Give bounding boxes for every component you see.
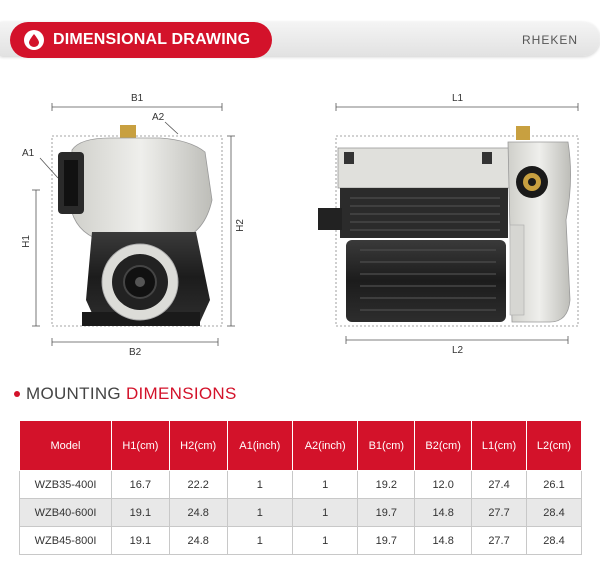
- table-cell: 1: [292, 471, 357, 499]
- table-cell: WZB35-400I: [20, 471, 112, 499]
- table-cell: 28.4: [526, 527, 581, 555]
- table-cell: 27.4: [472, 471, 527, 499]
- label-b1: B1: [131, 93, 144, 104]
- column-header: L1(cm): [472, 421, 527, 471]
- mounting-dimensions-title: [14, 384, 237, 404]
- column-header: L2(cm): [526, 421, 581, 471]
- column-header: B1(cm): [358, 421, 415, 471]
- column-header: H2(cm): [169, 421, 227, 471]
- table-cell: 19.2: [358, 471, 415, 499]
- page-title: DIMENSIONAL DRAWING: [53, 31, 251, 48]
- table-cell: 26.1: [526, 471, 581, 499]
- mounting-title-part1: MOUNTING: [26, 384, 121, 403]
- table-cell: 19.7: [358, 527, 415, 555]
- table-header-row: [20, 421, 582, 471]
- table-cell: 27.7: [472, 527, 527, 555]
- label-h2: H2: [234, 219, 246, 232]
- table-cell: WZB45-800I: [20, 527, 112, 555]
- table-cell: 19.7: [358, 499, 415, 527]
- bullet-icon: [14, 391, 20, 397]
- table-cell: 1: [227, 471, 292, 499]
- table-cell: 1: [292, 527, 357, 555]
- label-a2: A2: [152, 112, 165, 123]
- label-l1: L1: [452, 93, 464, 104]
- label-b2: B2: [129, 347, 142, 358]
- table-row: [20, 527, 582, 555]
- column-header: H1(cm): [112, 421, 170, 471]
- brand-name: RHEKEN: [521, 33, 578, 47]
- table-cell: 22.2: [169, 471, 227, 499]
- column-header: A1(inch): [227, 421, 292, 471]
- table-cell: 19.1: [112, 527, 170, 555]
- table-cell: 14.8: [415, 499, 472, 527]
- table-cell: 24.8: [169, 499, 227, 527]
- front-view: [32, 103, 235, 346]
- table-cell: 24.8: [169, 527, 227, 555]
- table-row: [20, 471, 582, 499]
- table-cell: 16.7: [112, 471, 170, 499]
- table-cell: 1: [227, 527, 292, 555]
- dimensions-table: [19, 420, 582, 555]
- table-cell: 14.8: [415, 527, 472, 555]
- column-header: A2(inch): [292, 421, 357, 471]
- table-cell: 19.1: [112, 499, 170, 527]
- label-a1: A1: [22, 148, 35, 159]
- table-cell: 1: [292, 499, 357, 527]
- label-h1: H1: [20, 235, 32, 248]
- table-cell: WZB40-600I: [20, 499, 112, 527]
- column-header: Model: [20, 421, 112, 471]
- mounting-title-part2: DIMENSIONS: [125, 384, 237, 403]
- table-cell: 28.4: [526, 499, 581, 527]
- table-cell: 27.7: [472, 499, 527, 527]
- table-cell: 1: [227, 499, 292, 527]
- label-l2: L2: [452, 345, 464, 356]
- table-cell: 12.0: [415, 471, 472, 499]
- table-row: [20, 499, 582, 527]
- column-header: B2(cm): [415, 421, 472, 471]
- side-view: [318, 103, 578, 344]
